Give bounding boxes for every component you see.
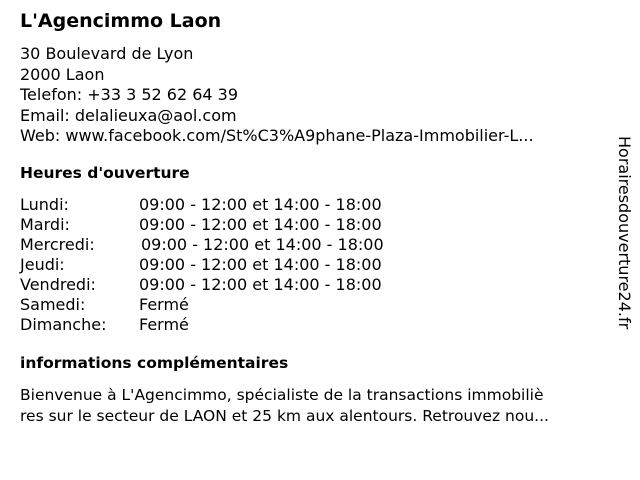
hours-row-thursday	[20, 255, 420, 275]
day-hours: 09:00 - 12:00 et 14:00 - 18:00	[139, 255, 382, 274]
additional-info-heading: informations complémentaires	[20, 354, 289, 372]
day-label: Jeudi:	[20, 255, 65, 274]
email-address[interactable]: Email: delalieuxa@aol.com	[20, 105, 237, 125]
day-label: Samedi:	[20, 295, 86, 314]
day-hours: Fermé	[139, 295, 189, 314]
day-hours: 09:00 - 12:00 et 14:00 - 18:00	[141, 235, 384, 254]
description-line-2: res sur le secteur de LAON et 25 km aux alentours. Retrouvez nou...	[20, 407, 549, 425]
hours-row-tuesday	[20, 215, 420, 235]
day-hours: 09:00 - 12:00 et 14:00 - 18:00	[139, 275, 382, 294]
hours-row-monday	[20, 195, 420, 215]
hours-row-sunday	[20, 315, 420, 335]
day-label: Lundi:	[20, 195, 69, 214]
day-label: Dimanche:	[20, 315, 107, 334]
site-watermark: Horairesdouverture24.fr	[615, 136, 634, 330]
description-text	[20, 385, 620, 427]
street-address: 30 Boulevard de Lyon	[20, 44, 194, 63]
description-line-1: Bienvenue à L'Agencimmo, spécialiste de la transactions immobiliè	[20, 386, 544, 404]
day-hours: Fermé	[139, 315, 189, 334]
page-title: L'Agencimmo Laon	[20, 10, 222, 32]
hours-row-wednesday	[20, 235, 420, 255]
day-hours: 09:00 - 12:00 et 14:00 - 18:00	[139, 215, 382, 234]
city-postal: 2000 Laon	[20, 64, 105, 84]
address-block	[20, 44, 534, 147]
day-label: Vendredi:	[20, 275, 96, 294]
phone-number[interactable]: Telefon: +33 3 52 62 64 39	[20, 85, 239, 104]
website-link[interactable]: Web: www.facebook.com/St%C3%A9phane-Plaza-Immobilier-L...	[20, 126, 534, 145]
day-label: Mercredi:	[20, 235, 95, 254]
opening-hours-heading: Heures d'ouverture	[20, 164, 190, 182]
hours-row-friday	[20, 275, 420, 295]
opening-hours-table	[20, 195, 420, 335]
hours-row-saturday	[20, 295, 420, 315]
day-label: Mardi:	[20, 215, 70, 234]
day-hours: 09:00 - 12:00 et 14:00 - 18:00	[139, 195, 382, 214]
